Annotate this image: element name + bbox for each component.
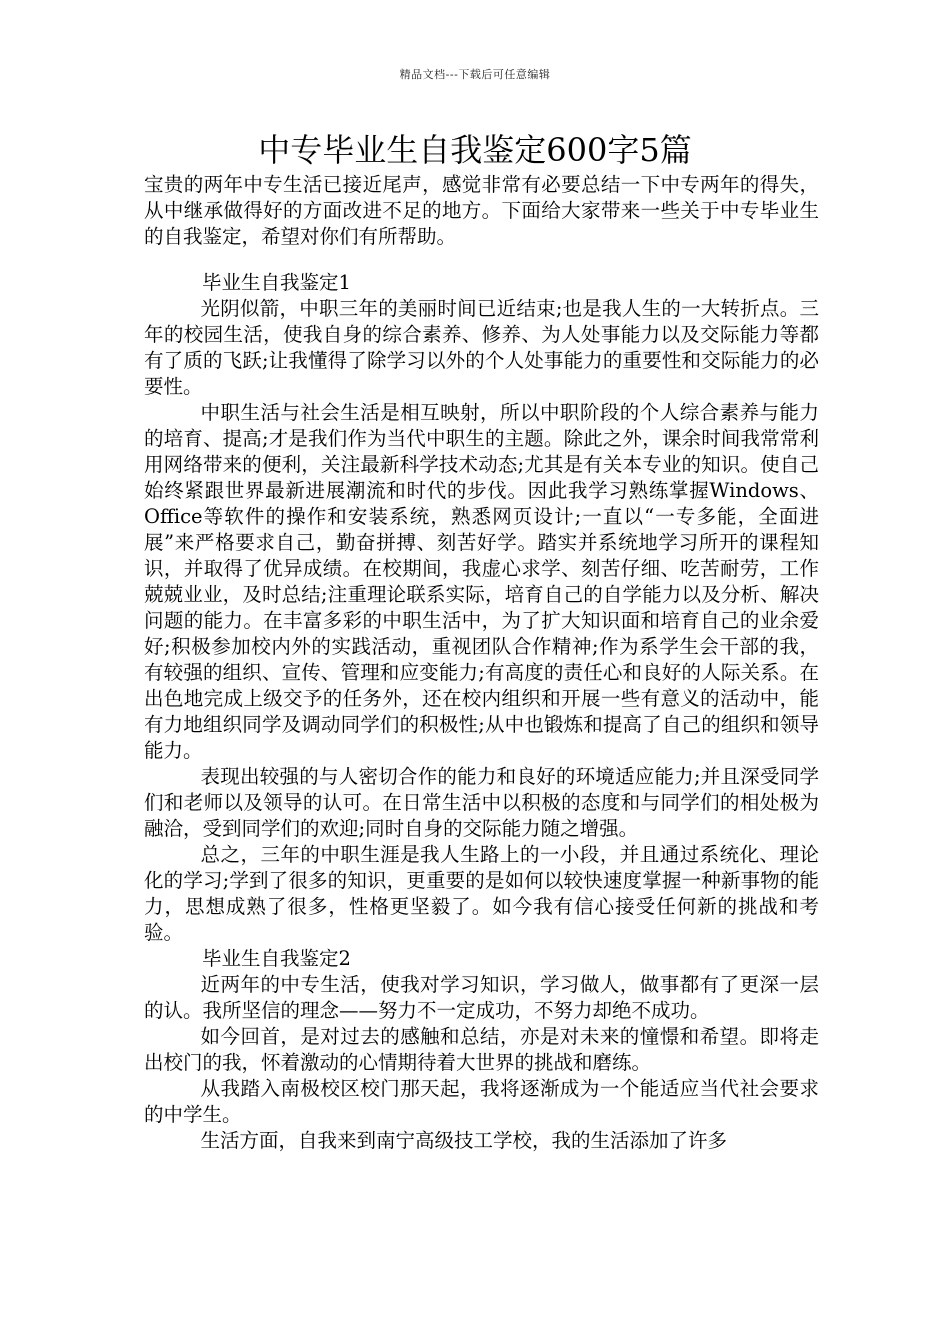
section-1-paragraph-1: 光阴似箭，中职三年的美丽时间已近结束;也是我人生的一大转折点。三年的校园生活，使我自身的综合素养、修养、为人处事能力以及交际能力等都有了质的飞跃;让我懂得了除学习以外的个人处事能力的重要性和交际能力的必要性。 xyxy=(144,297,819,398)
document-body xyxy=(144,172,819,1154)
section-1-paragraph-3: 表现出较强的与人密切合作的能力和良好的环境适应能力;并且深受同学们和老师以及领导的认可。在日常生活中以积极的态度和与同学们的相处极为融洽，受到同学们的欢迎;同时自身的交际能力随之增强。 xyxy=(144,765,819,840)
section-2-paragraph-1: 近两年的中专生活，使我对学习知识，学习做人，做事都有了更深一层的认。我所坚信的理念——努力不一定成功，不努力却绝不成功。 xyxy=(144,973,819,1022)
section-2-paragraph-3: 从我踏入南极校区校门那天起，我将逐渐成为一个能适应当代社会要求的中学生。 xyxy=(144,1077,819,1126)
document-title: 中专毕业生自我鉴定600字5篇 xyxy=(258,131,692,169)
section-1-heading: 毕业生自我鉴定1 xyxy=(202,271,351,294)
header-note: 精品文档---下载后可任意编辑 xyxy=(399,68,551,81)
section-1-paragraph-4: 总之，三年的中职生涯是我人生路上的一小段，并且通过系统化、理论化的学习;学到了很多的知识，更重要的是如何以较快速度掌握一种新事物的能力，思想成熟了很多，性格更坚毅了。如今我有信心接受任何新的挑战和考验。 xyxy=(144,843,819,944)
section-2-paragraph-4: 生活方面，自我来到南宁高级技工学校，我的生活添加了许多 xyxy=(200,1129,728,1152)
intro-paragraph: 宝贵的两年中专生活已接近尾声，感觉非常有必要总结一下中专两年的得失，从中继承做得好的方面改进不足的地方。下面给大家带来一些关于中专毕业生的自我鉴定，希望对你们有所帮助。 xyxy=(144,173,819,248)
section-2-paragraph-2: 如今回首，是对过去的感触和总结，亦是对未来的憧憬和希望。即将走出校门的我，怀着激动的心情期待着大世界的挑战和磨练。 xyxy=(144,1025,819,1074)
section-1-paragraph-2: 中职生活与社会生活是相互映射，所以中职阶段的个人综合素养与能力的培育、提高;才是我们作为当代中职生的主题。除此之外，课余时间我常常利用网络带来的便利，关注最新科学技术动态;尤其是有关本专业的知识。使自己始终紧跟世界最新进展潮流和时代的步伐。因此我学习熟练掌握Windows、Office等软件的操作和安装系统，熟悉网页设计;一直以“一专多能，全面进展”来严格要求自己，勤奋拼搏、刻苦好学。踏实并系统地学习所开的课程知识，并取得了优异成绩。在校期间，我虚心求学、刻苦仔细、吃苦耐劳，工作兢兢业业，及时总结;注重理论联系实际，培育自己的自学能力以及分析、解决问题的能力。在丰富多彩的中职生活中，为了扩大知识面和培育自己的业余爱好;积极参加校内外的实践活动，重视团队合作精神;作为系学生会干部的我，有较强的组织、宣传、管理和应变能力;有高度的责任心和良好的人际关系。在出色地完成上级交予的任务外，还在校内组织和开展一些有意义的活动中，能有力地组织同学及调动同学们的积极性;从中也锻炼和提高了自己的组织和领导能力。 xyxy=(144,401,819,762)
section-2-heading: 毕业生自我鉴定2 xyxy=(202,947,351,970)
